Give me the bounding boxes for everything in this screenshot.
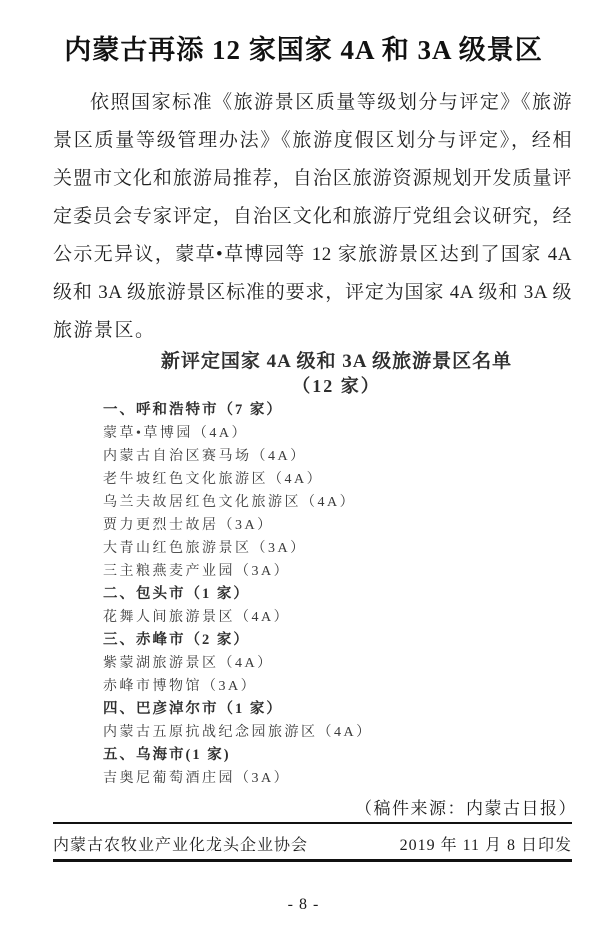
scenic-area-item: 三主粮燕麦产业园（3A） (103, 564, 291, 579)
scenic-area-item: 花舞人间旅游景区（4A） (103, 610, 291, 625)
scenic-area-item: 吉奥尼葡萄酒庄园（3A） (103, 771, 291, 786)
notice-image-block (103, 349, 570, 790)
notice-title: 新评定国家 4A 级和 3A 级旅游景区名单 (160, 351, 513, 372)
body-line: 关盟市文化和旅游局推荐，自治区旅游资源规划开发质量评 (53, 168, 572, 189)
scenic-area-item: 蒙草•草博园（4A） (103, 426, 249, 441)
city-section-heading: 五、乌海市(1 家) (103, 747, 231, 763)
scenic-area-item: 内蒙古自治区赛马场（4A） (103, 449, 307, 464)
scenic-area-item: 老牛坡红色文化旅游区（4A） (103, 472, 324, 487)
body-line: 旅游景区。 (53, 320, 156, 341)
body-paragraph (53, 84, 572, 350)
document-title: 内蒙古再添 12 家国家 4A 和 3A 级景区 (64, 35, 543, 65)
body-line: 景区质量等级管理办法》《旅游度假区划分与评定》，经相 (53, 130, 572, 151)
body-line: 依照国家标准《旅游景区质量等级划分与评定》《旅游 (90, 92, 572, 113)
city-section-heading: 二、包头市（1 家） (103, 586, 250, 602)
scenic-area-item: 贾力更烈士故居（3A） (103, 518, 274, 533)
scenic-area-item: 内蒙古五原抗战纪念园旅游区（4A） (103, 725, 373, 740)
body-line: 级和 3A 级旅游景区标准的要求，评定为国家 4A 级和 3A 级 (53, 282, 572, 303)
footer-row (53, 832, 572, 855)
scenic-area-item: 乌兰夫故居红色文化旅游区（4A） (103, 495, 357, 510)
scenic-area-item: 紫蒙湖旅游景区（4A） (103, 656, 274, 671)
city-section-heading: 四、巴彦淖尔市（1 家） (103, 701, 283, 717)
page-number: - 8 - (287, 896, 320, 913)
footer-rule-top (53, 822, 572, 824)
footer-issuer: 内蒙古农牧业产业化龙头企业协会 (53, 837, 309, 854)
notice-subtitle: （12 家） (292, 376, 381, 396)
source-attribution: （稿件来源：内蒙古日报） (355, 799, 577, 818)
city-section-heading: 一、呼和浩特市（7 家） (103, 402, 283, 418)
footer-rule-bottom (53, 859, 572, 862)
body-line: 公示无异议，蒙草•草博园等 12 家旅游景区达到了国家 4A (53, 244, 572, 265)
city-section-heading: 三、赤峰市（2 家） (103, 632, 250, 648)
scenic-area-list (103, 399, 570, 790)
footer-print-date: 2019 年 11 月 8 日印发 (399, 837, 572, 854)
scenic-area-item: 赤峰市博物馆（3A） (103, 679, 258, 694)
scenic-area-item: 大青山红色旅游景区（3A） (103, 541, 307, 556)
body-line: 定委员会专家评定，自治区文化和旅游厅党组会议研究，经 (53, 206, 572, 227)
